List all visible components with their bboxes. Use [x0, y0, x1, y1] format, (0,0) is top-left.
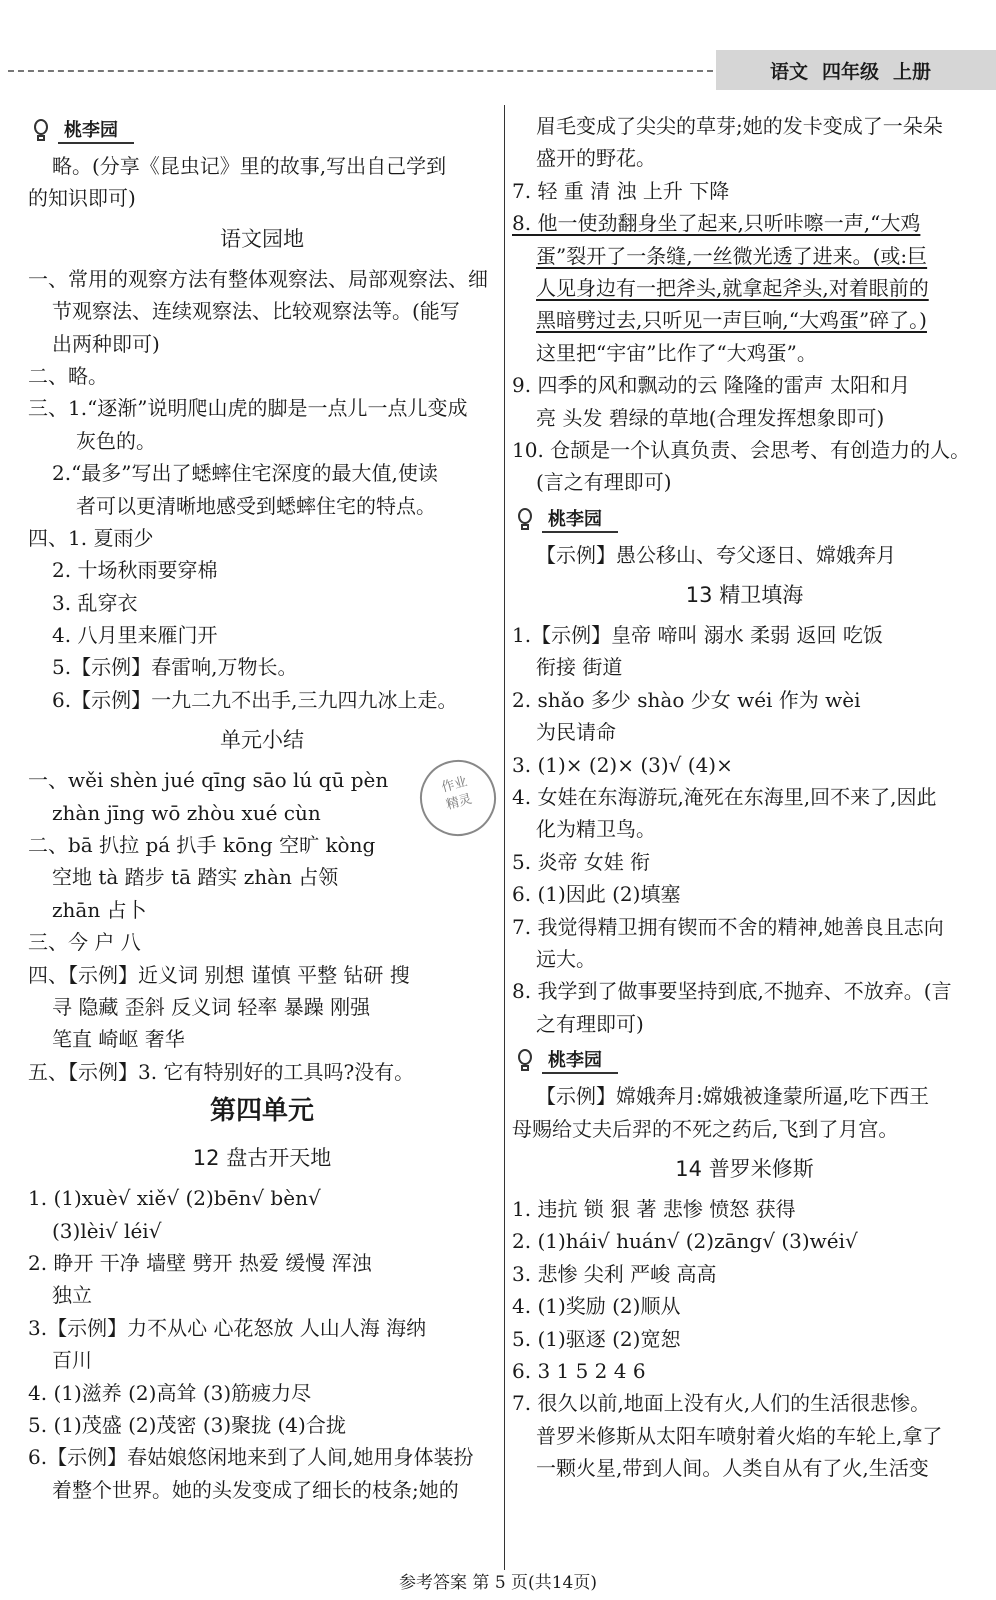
answer-line: 9. 四季的风和飘动的云 隆隆的雷声 太阳和月 [512, 373, 911, 398]
answer-line: 2. (1)hái√ huán√ (2)zāng√ (3)wéi√ [512, 1229, 858, 1254]
answer-line: 化为精卫鸟。 [536, 817, 656, 842]
answer-line: 1.【示例】皇帝 啼叫 溺水 柔弱 返回 吃饭 [512, 623, 883, 648]
answer-line: 一、常用的观察方法有整体观察法、局部观察法、细 [28, 266, 488, 291]
answer-line: 母赐给丈夫后羿的不死之药后,飞到了月宫。 [512, 1116, 899, 1141]
answer-line: (言之有理即可) [536, 470, 672, 495]
header-subject: 语文 [770, 60, 809, 83]
answer-line: 五、【示例】3. 它有特别好的工具吗?没有。 [28, 1059, 415, 1084]
answer-line: 笔直 崎岖 奢华 [52, 1027, 185, 1052]
answer-line: 5.【示例】春雷响,万物长。 [52, 655, 298, 680]
lightbulb-icon [28, 115, 54, 145]
answer-line: 4. (1)滋养 (2)高耸 (3)筋疲力尽 [28, 1380, 312, 1405]
header-grade: 四年级 [822, 60, 880, 83]
answer-line: 之有理即可) [536, 1011, 644, 1036]
answer-line: 6.【示例】一九二九不出手,三九四九冰上走。 [52, 687, 458, 712]
answer-line: 【示例】嫦娥奔月:嫦娥被逢蒙所逼,吃下西王 [536, 1084, 930, 1109]
right-column [512, 110, 977, 1484]
section-label-text: 桃李园 [542, 1046, 618, 1074]
header-volume: 上册 [893, 60, 932, 83]
page-footer: 参考答案 第 5 页(共14页) [399, 1573, 597, 1593]
answer-line: 6. (1)因此 (2)填塞 [512, 882, 681, 907]
answer-line: 3. 乱穿衣 [52, 590, 138, 615]
lesson-heading: 语文园地 [220, 226, 304, 251]
answer-line: 四、【示例】近义词 别想 谨慎 平整 钻研 搜 [28, 962, 410, 987]
answer-line: 这里把“宇宙”比作了“大鸡蛋”。 [536, 340, 817, 365]
answer-line: 一、wěi shèn jué qīng sāo lú qū pèn [28, 768, 389, 793]
answer-line: 6.【示例】春姑娘悠闲地来到了人间,她用身体装扮 [28, 1445, 474, 1470]
answer-line: 寻 隐藏 歪斜 反义词 轻率 暴躁 刚强 [52, 994, 371, 1019]
lesson-heading: 13 精卫填海 [685, 583, 804, 608]
answer-line: 2. 十场秋雨要穿棉 [52, 558, 218, 583]
answer-line: 7. 轻 重 清 浊 上升 下降 [512, 178, 730, 203]
answer-line: 1. (1)xuè√ xiě√ (2)bēn√ bèn√ [28, 1186, 321, 1211]
answer-line: 3.【示例】力不从心 心花怒放 人山人海 海纳 [28, 1315, 427, 1340]
answer-line: 7. 很久以前,地面上没有火,人们的生活很悲惨。 [512, 1391, 931, 1416]
answer-line: 三、今 户 八 [28, 930, 141, 955]
answer-line: 百川 [52, 1348, 92, 1373]
answer-line: 2.“最多”写出了蟋蟀住宅深度的最大值,使读 [52, 461, 438, 486]
answer-line: 空地 tà 踏步 tā 踏实 zhàn 占领 [52, 865, 339, 890]
answer-line: 6. 3 1 5 2 4 6 [512, 1358, 646, 1383]
answer-line: 二、略。 [28, 363, 108, 388]
answer-line: 5. (1)茂盛 (2)茂密 (3)聚拢 (4)合拢 [28, 1412, 346, 1437]
section-label-text: 桃李园 [542, 505, 618, 533]
answer-line: 5. (1)驱逐 (2)宽恕 [512, 1326, 681, 1351]
answer-line: 普罗米修斯从太阳车喷射着火焰的车轮上,拿了 [536, 1423, 943, 1448]
answer-line: 一颗火星,带到人间。人类自从有了火,生活变 [536, 1456, 929, 1481]
answer-line: 亮 头发 碧绿的草地(合理发挥想象即可) [536, 405, 885, 430]
answer-line: 独立 [52, 1283, 92, 1308]
stamp-line2: 精灵 [444, 791, 474, 813]
lightbulb-icon [512, 504, 538, 534]
answer-line: 远大。 [536, 946, 596, 971]
answer-line: 蛋”裂开了一条缝,一丝微光透了进来。(或:巨 [536, 243, 928, 268]
answer-line: 二、bā 扒拉 pá 扒手 kōng 空旷 kòng [28, 833, 376, 858]
unit-heading: 第四单元 [209, 1096, 314, 1127]
lesson-heading: 14 普罗米修斯 [675, 1156, 814, 1181]
answer-line: 者可以更清晰地感受到蟋蟀住宅的特点。 [76, 493, 436, 518]
stamp-line1: 作业 [439, 774, 470, 796]
answer-line: 8. 我学到了做事要坚持到底,不抛弃、不放弃。(言 [512, 979, 952, 1004]
answer-line: 衔接 街道 [536, 655, 623, 680]
answer-line: 4. 女娃在东海游玩,淹死在东海里,回不来了,因此 [512, 785, 937, 810]
answer-line: 1. 违抗 锁 狠 著 悲惨 愤怒 获得 [512, 1196, 796, 1221]
answer-line: 10. 仓颉是一个认真负责、会思考、有创造力的人。 [512, 437, 971, 462]
answer-line: 为民请命 [536, 720, 616, 745]
answer-line: 着整个世界。她的头发变成了细长的枝条;她的 [52, 1477, 459, 1502]
answer-line: 眉毛变成了尖尖的草芽;她的发卡变成了一朵朵 [536, 114, 943, 138]
answer-line: 节观察法、连续观察法、比较观察法等。(能写 [52, 299, 460, 324]
answer-line: 【示例】愚公移山、夸父逐日、嫦娥奔月 [536, 542, 896, 567]
answer-line: 略。(分享《昆虫记》里的故事,写出自己学到 [52, 154, 447, 178]
answer-line: 四、1. 夏雨少 [28, 525, 154, 550]
answer-line: 黑暗劈过去,只听见一声巨响,“大鸡蛋”碎了。) [536, 308, 927, 333]
answer-line: 4. 八月里来雁门开 [52, 623, 218, 648]
answer-line: zhàn jīng wō zhòu xué cùn [52, 800, 321, 825]
answer-line: 3. 悲惨 尖利 严峻 高高 [512, 1261, 717, 1286]
answer-line: 三、1.“逐渐”说明爬山虎的脚是一点儿一点儿变成 [28, 396, 468, 421]
answer-line: 4. (1)奖励 (2)顺从 [512, 1294, 681, 1319]
answer-line: 5. 炎帝 女娃 衔 [512, 849, 651, 874]
header-divider [8, 70, 713, 72]
answer-line: 7. 我觉得精卫拥有锲而不舍的精神,她善良且志向 [512, 914, 944, 939]
taoliyuan-section-label [512, 1040, 977, 1080]
taoliyuan-section-label [512, 499, 977, 539]
header-tab [716, 50, 996, 90]
answer-line: 2. 睁开 干净 墙壁 劈开 热爱 缓慢 浑浊 [28, 1250, 372, 1275]
answer-line: 3. (1)× (2)× (3)√ (4)× [512, 752, 733, 777]
answer-line: 灰色的。 [76, 428, 156, 453]
answer-line: 8. 他一使劲翻身坐了起来,只听咔嚓一声,“大鸡 [512, 211, 921, 236]
answer-line: 2. shǎo 多少 shào 少女 wéi 作为 wèi [512, 687, 861, 712]
answer-line: (3)lèi√ léi√ [52, 1218, 162, 1243]
answer-line: 人见身边有一把斧头,就拿起斧头,对着眼前的 [536, 275, 929, 300]
answer-line: 出两种即可) [52, 331, 160, 356]
column-divider [504, 105, 505, 1570]
answer-line: 的知识即可) [28, 186, 136, 211]
lightbulb-icon [512, 1045, 538, 1075]
taoliyuan-section-label [28, 110, 496, 150]
lesson-heading: 单元小结 [220, 728, 304, 753]
section-label-text: 桃李园 [58, 116, 134, 144]
answer-line: zhān 占卜 [52, 897, 147, 922]
answer-line: 盛开的野花。 [536, 146, 656, 171]
lesson-heading: 12 盘古开天地 [192, 1146, 332, 1171]
